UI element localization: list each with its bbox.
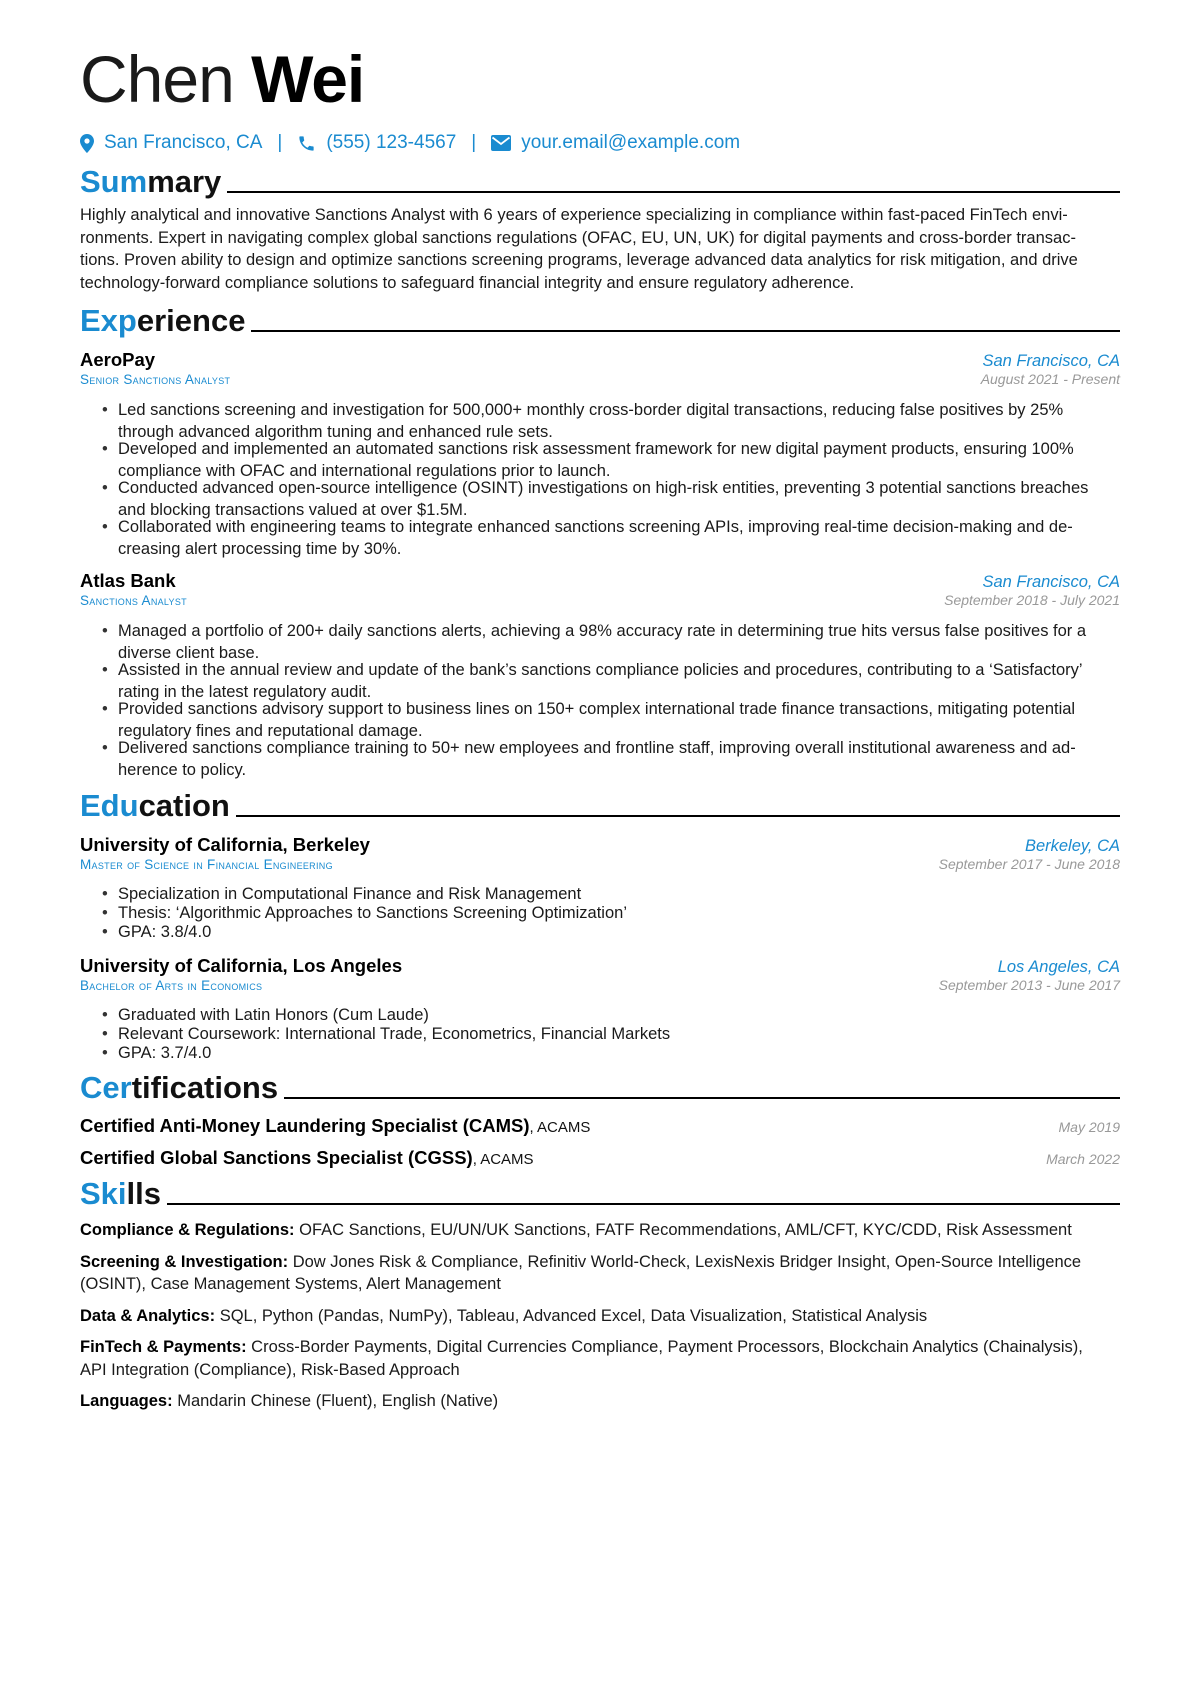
contact-location xyxy=(80,132,262,154)
candidate-name xyxy=(80,40,1120,118)
skill-label: Compliance & Regulations: xyxy=(80,1221,295,1239)
job-bullet: • Assisted in the annual review and update of the bank’s sanctions compliance policies and procedures, contributing to a ‘Satisfactory’ rating in the latest regulatory audit. xyxy=(102,660,1120,703)
company-name: Atlas Bank xyxy=(80,570,176,591)
section-title-education: Education xyxy=(80,787,1120,823)
skill-group: Data & Analytics: SQL, Python (Pandas, NumPy), Tableau, Advanced Excel, Data Visualization, Statistical Analysis xyxy=(80,1306,928,1325)
job-bullet: • Developed and implemented an automated sanctions risk assessment framework for new digital payment products, ensuring 100% compliance with OFAC and international regulations prior to launch. xyxy=(102,439,1120,482)
section-rule xyxy=(167,1203,1120,1205)
job-bullet: • Delivered sanctions compliance training to 50+ new employees and frontline staff, improving overall institutional awareness and ad- herence to policy. xyxy=(102,738,1120,781)
job-bullets xyxy=(80,621,1120,781)
job-title: Senior Sanctions Analyst xyxy=(80,372,231,387)
section-title-certifications: Certifications xyxy=(80,1069,1120,1105)
email-link[interactable]: your.email@example.com xyxy=(521,132,741,153)
resume-page xyxy=(80,40,1120,1413)
summary-line: ronments. Expert in navigating complex global sanctions regulations (OFAC, EU, UN, UK) for digital payments and cross-border transac- xyxy=(80,228,1076,247)
contact-separator: | xyxy=(471,132,477,153)
job-bullet: • Led sanctions screening and investigation for 500,000+ monthly cross-border digital transactions, reducing false positives by 25% through advanced algorithm tuning and enhanced rule sets. xyxy=(102,400,1120,443)
section-rule xyxy=(227,191,1120,193)
school-name: University of California, Berkeley xyxy=(80,834,370,855)
summary-line: technology-forward compliance solutions to safeguard financial integrity and ensure regulatory adherence. xyxy=(80,273,855,292)
skill-label: Data & Analytics: xyxy=(80,1306,216,1325)
certification-date: May 2019 xyxy=(1058,1119,1120,1135)
first-name: Chen xyxy=(80,42,234,116)
education-bullet: • Graduated with Latin Honors (Cum Laude) xyxy=(102,1006,1120,1025)
degree: Bachelor of Arts in Economics xyxy=(80,978,263,993)
contact-separator: | xyxy=(277,132,283,153)
certification-item xyxy=(80,1115,1120,1137)
education-bullet: • Thesis: ‘Algorithmic Approaches to Sanctions Screening Optimization’ xyxy=(102,904,1120,923)
section-title-summary: Summary xyxy=(80,163,1120,199)
job-title: Sanctions Analyst xyxy=(80,593,187,608)
job-bullet: • Collaborated with engineering teams to integrate enhanced sanctions screening APIs, improving real-time decision-making and de- creasing alert processing time by 30%. xyxy=(102,517,1120,560)
contact-email[interactable] xyxy=(491,132,740,154)
certification-name: Certified Anti-Money Laundering Specialist (CAMS) xyxy=(80,1115,530,1136)
envelope-icon xyxy=(491,135,511,151)
job-bullets xyxy=(80,400,1120,560)
education-bullets xyxy=(80,885,1120,942)
skill-group: FinTech & Payments: Cross-Border Payments, Digital Currencies Compliance, Payment Processors, Blockchain Analytics (Chainalysis), API Integration (Compliance), Risk-Based Approach xyxy=(80,1338,1083,1379)
education-bullets xyxy=(80,1006,1120,1063)
summary-paragraph xyxy=(80,204,1120,294)
summary-line: Highly analytical and innovative Sanctions Analyst with 6 years of experience specializing in compliance within fast-paced FinTech envi- xyxy=(80,206,1068,224)
skill-group: Screening & Investigation: Dow Jones Risk & Compliance, Refinitiv World-Check, LexisNexis Bridger Insight, Open-Source Intelligence (OSINT), Case Management Systems, Alert Management xyxy=(80,1252,1082,1293)
experience-entry xyxy=(80,570,1120,781)
map-marker-icon xyxy=(80,134,94,153)
school-location: Berkeley, CA xyxy=(1024,837,1120,855)
certification-date: March 2022 xyxy=(1046,1151,1120,1167)
certification-issuer: , ACAMS xyxy=(472,1151,534,1168)
education-bullet: • Specialization in Computational Finance and Risk Management xyxy=(102,885,1120,904)
summary-line: tions. Proven ability to design and optimize sanctions screening programs, leverage advanced data analytics for risk mitigation, and drive xyxy=(80,251,1078,269)
job-dates: September 2018 - July 2021 xyxy=(944,592,1120,608)
company-name: AeroPay xyxy=(80,349,156,370)
job-bullet: • Managed a portfolio of 200+ daily sanctions alerts, achieving a 98% accuracy rate in determining true hits versus false positives for a diverse client base. xyxy=(102,621,1120,664)
degree: Master of Science in Financial Engineering xyxy=(80,857,333,872)
skill-group: Languages: Mandarin Chinese (Fluent), English (Native) xyxy=(80,1392,499,1410)
phone-text: (555) 123-4567 xyxy=(326,132,457,153)
experience-entry xyxy=(80,349,1120,560)
last-name: Wei xyxy=(251,42,365,116)
school-dates: September 2017 - June 2018 xyxy=(938,856,1120,872)
job-bullet: • Conducted advanced open-source intelligence (OSINT) investigations on high-risk entities, preventing 3 potential sanctions breaches and blocking transactions valued at over $1.5M. xyxy=(102,478,1120,521)
section-rule xyxy=(251,330,1120,332)
location-text: San Francisco, CA xyxy=(104,132,263,153)
contact-phone[interactable] xyxy=(297,132,456,154)
job-bullet: • Provided sanctions advisory support to business lines on 150+ complex international trade finance transactions, mitigating potential regulatory fines and reputational damage. xyxy=(102,699,1120,742)
education-bullet: • GPA: 3.7/4.0 xyxy=(102,1044,1120,1063)
education-bullet: • GPA: 3.8/4.0 xyxy=(102,923,1120,942)
job-dates: August 2021 - Present xyxy=(980,371,1120,387)
skill-label: Screening & Investigation: xyxy=(80,1252,289,1271)
certification-name: Certified Global Sanctions Specialist (CGSS) xyxy=(80,1147,473,1168)
skill-group: Compliance & Regulations: OFAC Sanctions, EU/UN/UK Sanctions, FATF Recommendations, AML/CFT, KYC/CDD, Risk Assessment xyxy=(80,1221,1072,1239)
school-name: University of California, Los Angeles xyxy=(80,955,403,976)
contact-line xyxy=(80,130,1120,156)
skill-label: Languages: xyxy=(80,1392,173,1410)
section-title-skills: Skills xyxy=(80,1175,1120,1211)
job-location: San Francisco, CA xyxy=(982,573,1120,591)
phone-icon xyxy=(297,134,316,153)
education-entry xyxy=(80,834,1120,942)
section-rule xyxy=(236,815,1120,817)
certification-item xyxy=(80,1147,1120,1169)
education-entry xyxy=(80,955,1120,1063)
job-location: San Francisco, CA xyxy=(982,352,1120,370)
section-title-experience: Experience xyxy=(80,302,1120,338)
skills-list xyxy=(80,1219,1120,1413)
certification-issuer: , ACAMS xyxy=(529,1119,591,1136)
school-location: Los Angeles, CA xyxy=(997,958,1120,976)
school-dates: September 2013 - June 2017 xyxy=(938,977,1120,993)
education-bullet: • Relevant Coursework: International Trade, Econometrics, Financial Markets xyxy=(102,1025,1120,1044)
skill-label: FinTech & Payments: xyxy=(80,1338,247,1356)
section-rule xyxy=(284,1097,1120,1099)
